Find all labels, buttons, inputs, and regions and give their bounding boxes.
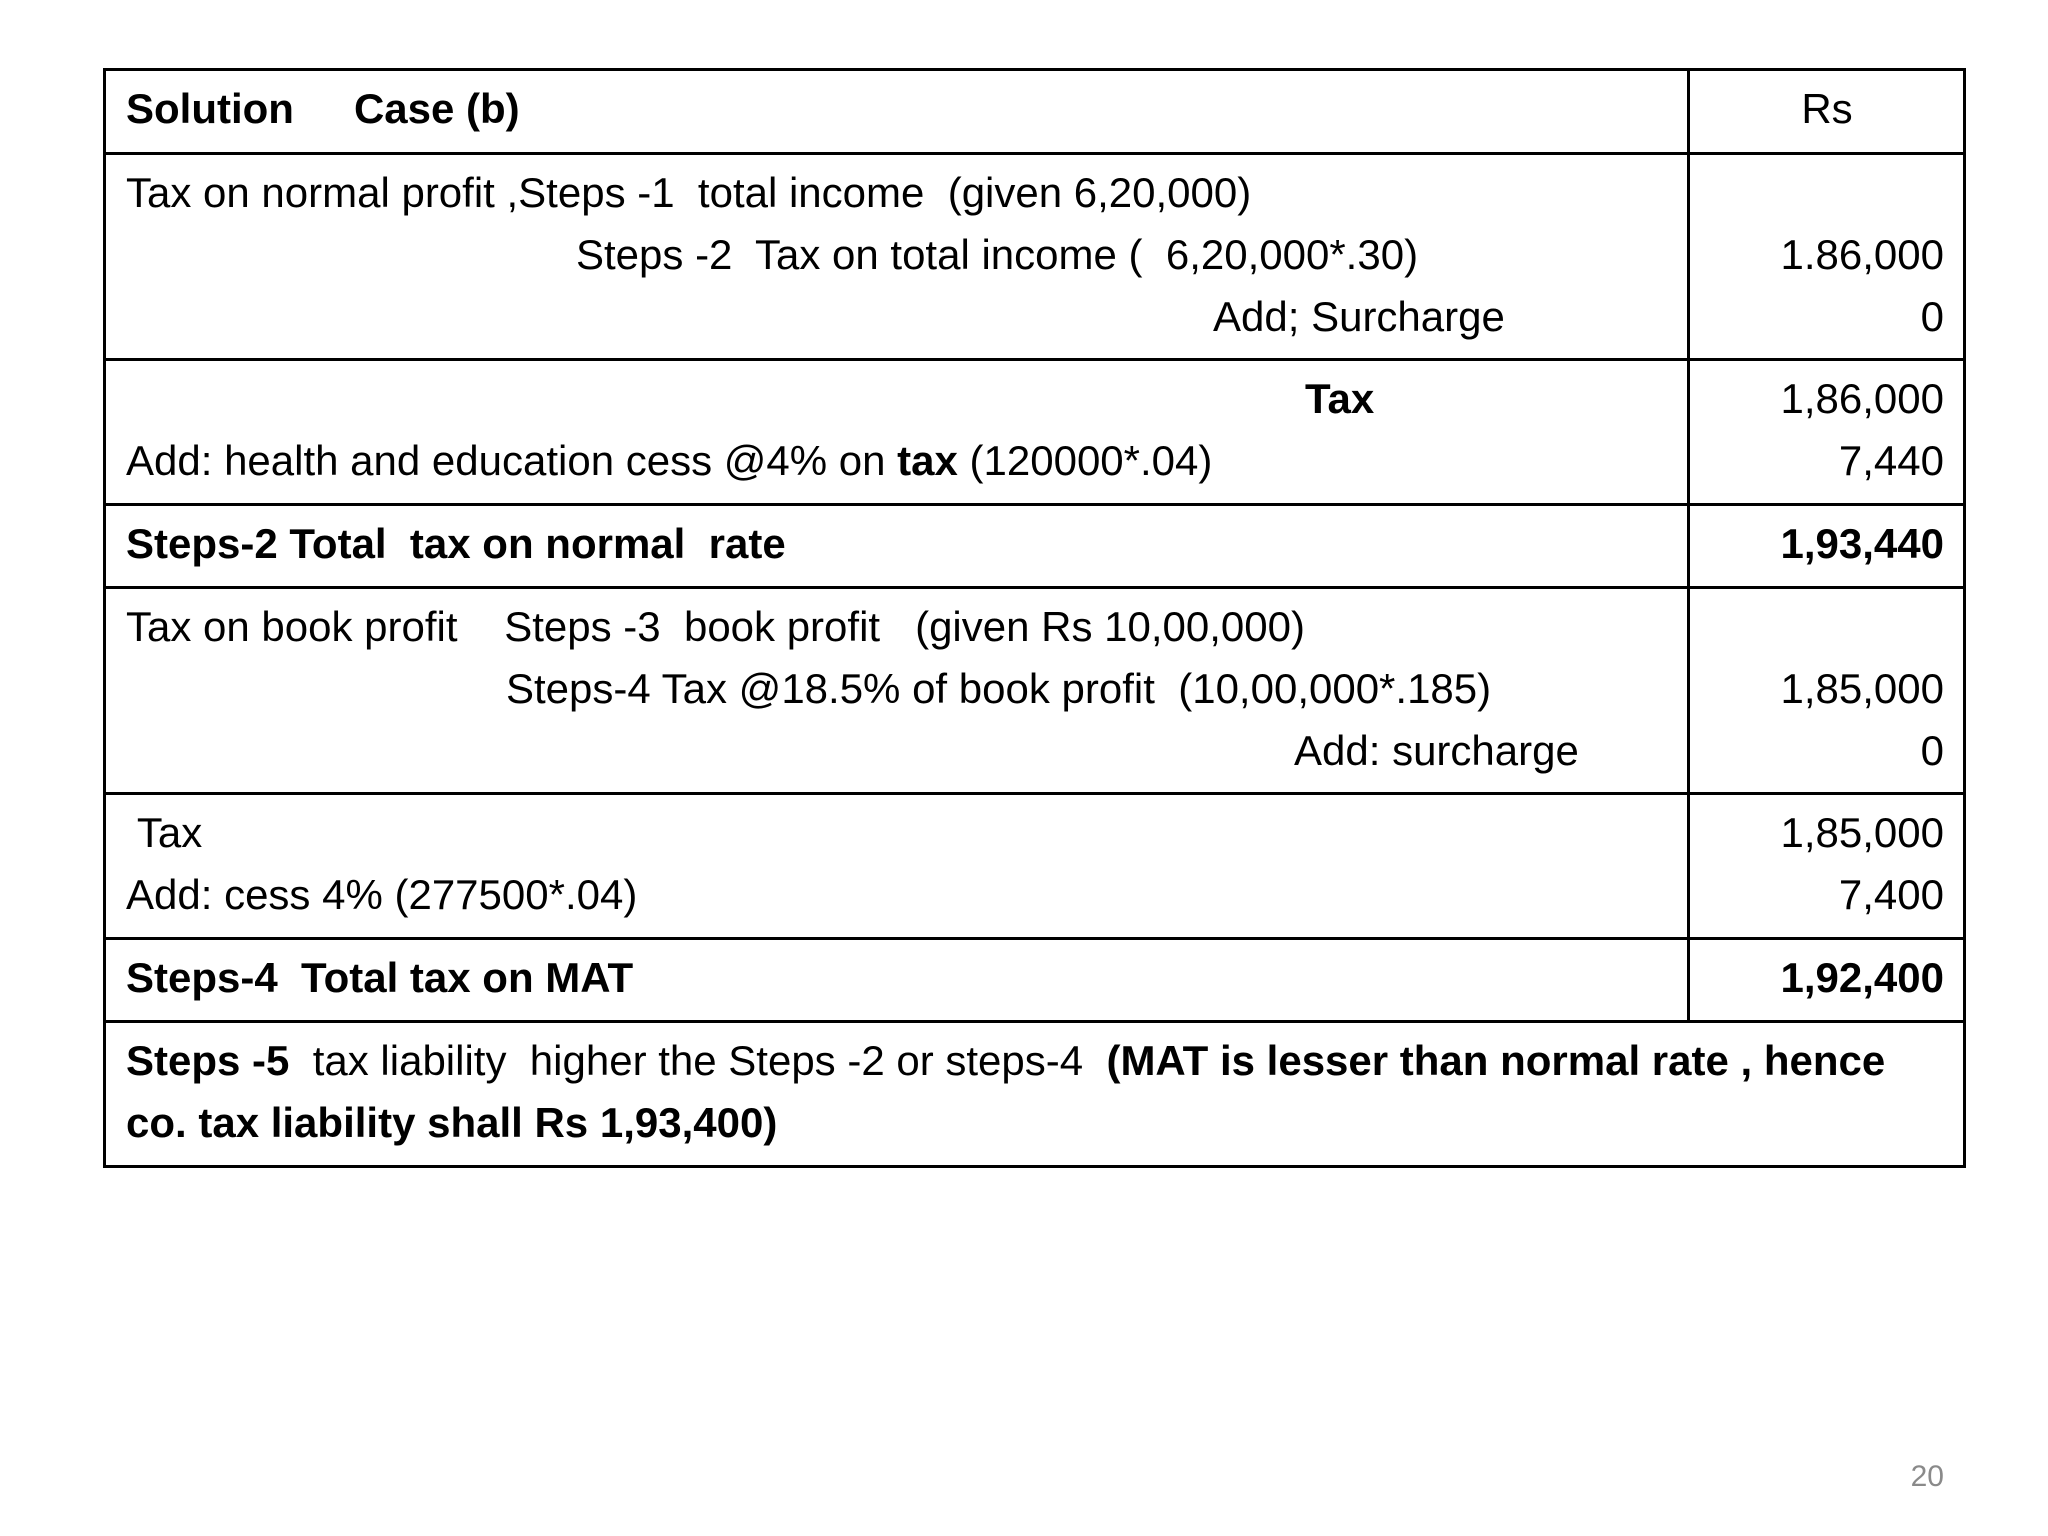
- header-title-cell: [105, 70, 1689, 154]
- normal-total-row: [105, 505, 1965, 588]
- book-profit-desc: [105, 588, 1689, 794]
- normal-profit-desc: [105, 154, 1689, 360]
- mat-total-amount: 1,92,400: [1689, 939, 1965, 1022]
- book-tax-amounts: [1689, 794, 1965, 939]
- currency-header: Rs: [1689, 70, 1965, 154]
- normal-total-label: Steps-2 Total tax on normal rate: [105, 505, 1689, 588]
- book-cess-amount: 7,400: [1838, 871, 1944, 918]
- page-number: 20: [1910, 1460, 1944, 1493]
- normal-tax-row: [105, 360, 1965, 505]
- normal-tax-amount: 1,86,000: [1780, 375, 1944, 422]
- step3-text: Tax on book profit Steps -3 book profit (given Rs 10,00,000): [126, 603, 1305, 650]
- case-label: Case (b): [353, 85, 520, 132]
- conclusion-bold-text: (MAT is lesser than normal rate , hence co. tax liability shall Rs 1,93,400): [126, 1037, 1886, 1146]
- normal-profit-amounts: [1689, 154, 1965, 360]
- normal-profit-row: [105, 154, 1965, 360]
- normal-tax-label: Tax: [1305, 375, 1375, 422]
- conclusion-row: [105, 1022, 1965, 1167]
- normal-cess-text: [126, 430, 1668, 492]
- book-surcharge-amount: 0: [1920, 727, 1944, 774]
- tax-computation-table: [103, 68, 1966, 1168]
- mat-total-label: Steps-4 Total tax on MAT: [105, 939, 1689, 1022]
- book-tax-row: [105, 794, 1965, 939]
- book-profit-amounts: [1689, 588, 1965, 794]
- normal-cess-suffix: (120000*.04): [957, 437, 1213, 484]
- book-profit-row: [105, 588, 1965, 794]
- conclusion-text: tax liability higher the Steps -2 or steps-4: [289, 1037, 1107, 1084]
- normal-surcharge-amount: 0: [1920, 293, 1944, 340]
- normal-surcharge-text: Add; Surcharge: [1213, 293, 1505, 340]
- step4-amount: 1,85,000: [1780, 665, 1944, 712]
- book-tax-desc: [105, 794, 1689, 939]
- normal-cess-bold: tax: [897, 437, 958, 484]
- book-surcharge-text: Add: surcharge: [1294, 727, 1579, 774]
- step1-text: Tax on normal profit ,Steps -1 total income (given 6,20,000): [126, 169, 1252, 216]
- step2-amount: 1.86,000: [1780, 231, 1944, 278]
- mat-total-row: [105, 939, 1965, 1022]
- step4-text: Steps-4 Tax @18.5% of book profit (10,00,000*.185): [506, 665, 1492, 712]
- step5-label: Steps -5: [126, 1037, 290, 1084]
- solution-label: Solution: [126, 85, 294, 132]
- normal-tax-amounts: [1689, 360, 1965, 505]
- book-tax-label: Tax: [126, 809, 203, 856]
- header-row: [105, 70, 1965, 154]
- step2-text: Steps -2 Tax on total income ( 6,20,000*.30): [576, 231, 1419, 278]
- normal-cess-prefix: Add: health and education cess @4% on: [126, 437, 898, 484]
- normal-cess-amount: 7,440: [1838, 437, 1944, 484]
- book-tax-amount: 1,85,000: [1780, 809, 1944, 856]
- book-cess-text: Add: cess 4% (277500*.04): [126, 871, 638, 918]
- conclusion-cell: [105, 1022, 1965, 1167]
- normal-total-amount: 1,93,440: [1689, 505, 1965, 588]
- normal-tax-desc: [105, 360, 1689, 505]
